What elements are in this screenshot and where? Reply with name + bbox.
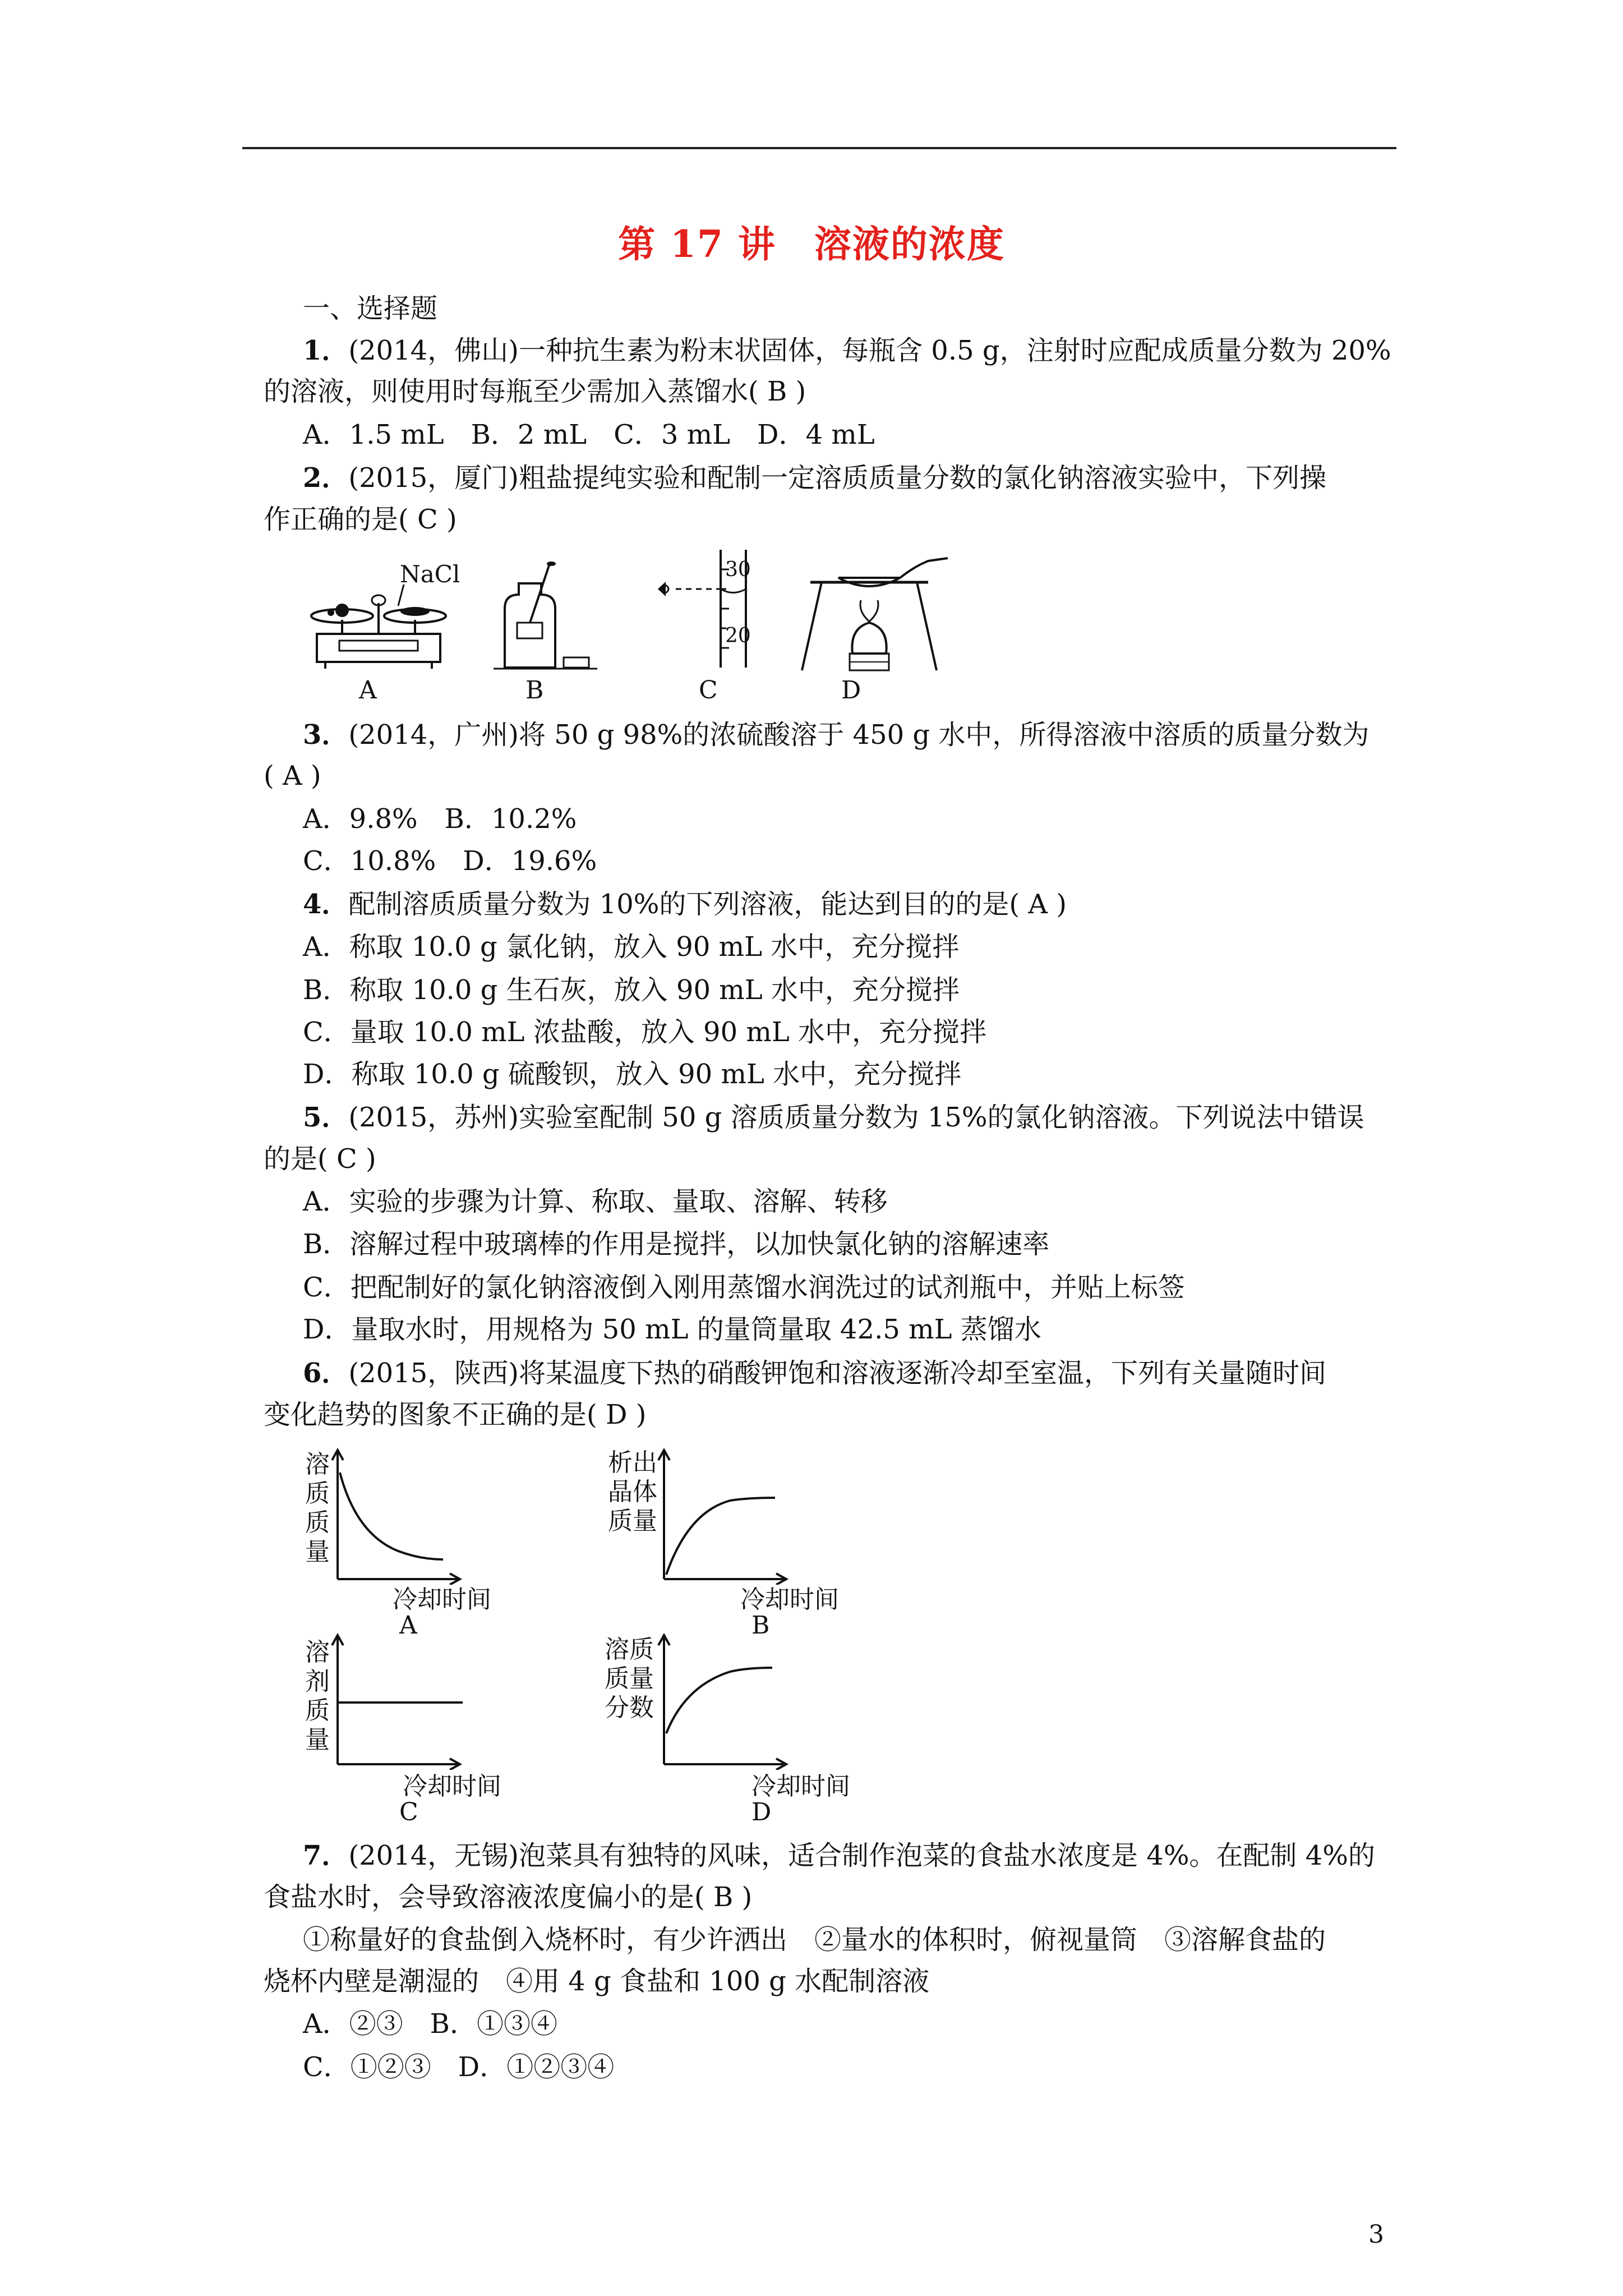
curve-a <box>340 1473 443 1559</box>
question-5-line-2: 的是( C ) <box>264 1143 376 1175</box>
page-number: 3 <box>1368 2220 1384 2249</box>
question-7-line-4: 烧杯内壁是潮湿的 ④用 4 g 食盐和 100 g 水配制溶液 <box>264 1966 930 1997</box>
curve-b <box>666 1498 775 1575</box>
figure-label-b: B <box>525 676 544 705</box>
question-text: (2014，佛山)一种抗生素为粉末状固体，每瓶含 0.5 g，注射时应配成质量分数为 20% <box>348 335 1391 366</box>
figure-label-a: A <box>359 676 377 705</box>
question-2-line-1 <box>303 461 1326 495</box>
cylinder-mark-20: 20 <box>725 624 751 647</box>
figure-graduated-cylinder <box>653 547 766 670</box>
question-number: 4． <box>303 889 349 920</box>
question-4-option-d: D．称取 10.0 g 硫酸钡，放入 90 mL 水中，充分搅拌 <box>303 1059 962 1090</box>
question-5-option-b: B．溶解过程中玻璃棒的作用是搅拌，以加快氯化钠的溶解速率 <box>303 1228 1050 1260</box>
question-4-option-a: A．称取 10.0 g 氯化钠，放入 90 mL 水中，充分搅拌 <box>303 931 960 963</box>
figure-evaporation <box>788 555 951 673</box>
question-6-line-2: 变化趋势的图象不正确的是( D ) <box>264 1399 647 1430</box>
cylinder-mark-30: 30 <box>725 558 751 581</box>
graph-a-label: A <box>399 1611 417 1640</box>
graph-d-label: D <box>751 1798 772 1826</box>
question-7-line-1 <box>303 1839 1375 1872</box>
question-4-option-b: B．称取 10.0 g 生石灰，放入 90 mL 水中，充分搅拌 <box>303 974 960 1006</box>
question-text: (2015，苏州)实验室配制 50 g 溶质质量分数为 15%的氯化钠溶液。下列说法中错误 <box>348 1102 1364 1133</box>
question-3-options-2: C．10.8% D．19.6% <box>303 845 597 877</box>
question-6-line-1 <box>303 1356 1326 1390</box>
question-7-line-3: ①称量好的食盐倒入烧杯时，有少许洒出 ②量水的体积时，俯视量筒 ③溶解食盐的 <box>303 1924 1326 1955</box>
graph-d-y-label: 溶质 质量 分数 <box>605 1635 654 1722</box>
question-number: 2． <box>303 462 349 494</box>
curve-d <box>666 1668 772 1733</box>
question-2-line-2: 作正确的是( C ) <box>264 504 457 535</box>
question-number: 6． <box>303 1358 349 1389</box>
figure-label-c: C <box>699 676 718 705</box>
graph-d-mass-fraction <box>657 1630 792 1770</box>
question-1-options: A．1.5 mL B．2 mL C．3 mL D．4 mL <box>303 419 875 450</box>
graph-c-y-label: 溶 剂 质 量 <box>305 1638 330 1754</box>
figure-label-d: D <box>841 676 861 705</box>
question-number: 5． <box>303 1102 349 1133</box>
section-heading: 一、选择题 <box>303 293 438 324</box>
graph-b-y-label: 析出 晶体 质量 <box>608 1448 657 1535</box>
question-1-line-2: 的溶液，则使用时每瓶至少需加入蒸馏水( B ) <box>264 376 806 407</box>
question-5-option-a: A．实验的步骤为计算、称取、量取、溶解、转移 <box>303 1186 888 1217</box>
question-4-line-1 <box>303 887 1067 921</box>
figure-reagent-bottle <box>494 561 600 673</box>
question-7-options-1: A．②③ B．①③④ <box>303 2008 557 2040</box>
graph-a-x-label: 冷却时间 <box>393 1585 491 1614</box>
question-1-line-1 <box>303 334 1391 367</box>
question-number: 7． <box>303 1840 349 1871</box>
graph-c-label: C <box>399 1798 418 1826</box>
question-number: 3． <box>303 719 349 751</box>
question-5-option-d: D．量取水时，用规格为 50 mL 的量筒量取 42.5 mL 蒸馏水 <box>303 1314 1041 1345</box>
graph-a-solute-mass <box>331 1444 465 1585</box>
question-7-line-2: 食盐水时，会导致溶液浓度偏小的是( B ) <box>264 1881 753 1913</box>
question-3-options-1: A．9.8% B．10.2% <box>303 803 577 835</box>
page-title: 第 17 讲 溶液的浓度 <box>618 222 1005 266</box>
question-text: (2015，厦门)粗盐提纯实验和配制一定溶质质量分数的氯化钠溶液实验中，下列操 <box>348 462 1327 494</box>
graph-d-x-label: 冷却时间 <box>751 1772 850 1801</box>
graph-b-x-label: 冷却时间 <box>740 1585 839 1614</box>
question-3-line-2: ( A ) <box>264 760 321 792</box>
question-text: (2014，无锡)泡菜具有独特的风味，适合制作泡菜的食盐水浓度是 4%。在配制 4%的 <box>348 1840 1375 1871</box>
graph-c-x-label: 冷却时间 <box>403 1772 501 1801</box>
question-5-option-c: C．把配制好的氯化钠溶液倒入刚用蒸馏水润洗过的试剂瓶中，并贴上标签 <box>303 1272 1185 1303</box>
graph-b-label: B <box>751 1611 770 1640</box>
question-3-line-1 <box>303 718 1369 752</box>
question-5-line-1 <box>303 1101 1364 1134</box>
question-number: 1． <box>303 335 349 366</box>
graph-b-crystal-mass <box>657 1444 792 1585</box>
header-rule <box>242 147 1396 149</box>
nacl-label: NaCl <box>400 560 460 588</box>
graph-c-solvent-mass <box>331 1630 465 1770</box>
question-text: 配制溶质质量分数为 10%的下列溶液，能达到目的的是( A ) <box>348 889 1067 920</box>
question-4-option-c: C．量取 10.0 mL 浓盐酸，放入 90 mL 水中，充分搅拌 <box>303 1016 987 1048</box>
question-7-options-2: C．①②③ D．①②③④ <box>303 2051 615 2083</box>
question-text: (2015，陕西)将某温度下热的硝酸钾饱和溶液逐渐冷却至室温，下列有关量随时间 <box>348 1358 1327 1389</box>
figure-balance <box>300 550 468 670</box>
question-text: (2014，广州)将 50 g 98%的浓硫酸溶于 450 g 水中，所得溶液中溶质的质量分数为 <box>348 719 1370 751</box>
graph-a-y-label: 溶 质 质 量 <box>305 1450 330 1566</box>
